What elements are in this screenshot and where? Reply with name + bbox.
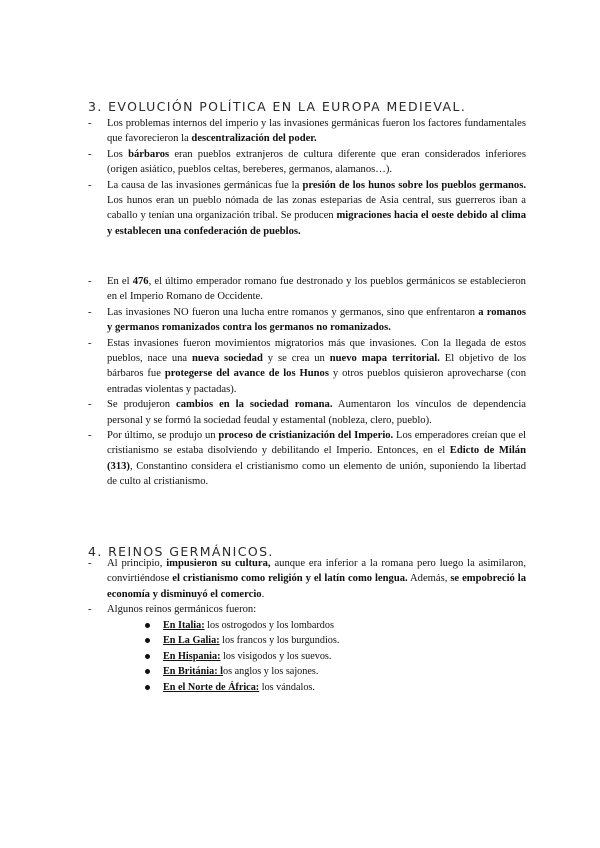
kingdom-peoples: los vándalos. xyxy=(259,681,315,693)
section-4-heading: 4. REINOS GERMÁNICOS. xyxy=(88,544,274,560)
item-text: Aumentaron los vínculos de dependencia personal y se formó la sociedad feudal y estamental (nobleza, clero, pueblo). xyxy=(107,399,527,426)
kingdom-item xyxy=(145,649,526,665)
kingdom-place: En Británia: l xyxy=(163,666,224,678)
item-bold-text: migraciones hacia el oeste debido al clima y establecen una confederación de pueblos. xyxy=(107,210,527,237)
list-item xyxy=(88,602,526,695)
kingdom-place: En La Galia: xyxy=(163,635,220,647)
item-text: , el último emperador romano fue destronado y los pueblos germánicos se establecieron en el Imperio Romano de Occidente. xyxy=(107,276,526,303)
list-item xyxy=(88,336,526,398)
item-bold-text: impusieron su cultura, xyxy=(166,558,271,569)
list-item xyxy=(88,305,526,336)
section-3-list-b xyxy=(88,274,526,490)
item-bold-text: nueva sociedad xyxy=(192,353,263,365)
item-text: aunque era inferior a la romana pero luego la asimilaron, convirtiéndose xyxy=(107,558,526,585)
item-bold-text: se empobreció la economía y disminuyó el comercio xyxy=(107,573,526,600)
item-bold-text: Edicto de Milán (313) xyxy=(107,445,526,472)
kingdom-place: En Hispania: xyxy=(163,650,221,662)
item-bold-text: cambios en la sociedad romana. xyxy=(176,399,333,411)
item-text: y se crea un xyxy=(262,353,330,365)
kingdom-peoples: los francos y los burgundios. xyxy=(219,635,340,647)
item-text: Los problemas internos del imperio y las invasiones germánicas fueron los factores fundamentales que favorecieron la xyxy=(107,118,526,145)
list-item xyxy=(88,397,526,428)
item-text: . xyxy=(261,588,265,600)
item-bold-text: presión de los hunos sobre los pueblos germanos. xyxy=(302,179,526,191)
list-item xyxy=(88,274,526,305)
section-3-list-a xyxy=(88,116,526,239)
item-text: , Constantino considera el cristianismo como un elemento de unión, suponiendo la libertad de culto al cristianismo. xyxy=(107,460,526,488)
section-4-list xyxy=(88,556,526,695)
kingdom-item xyxy=(145,618,526,634)
item-text: En el xyxy=(107,276,133,287)
item-text: Además, xyxy=(407,573,451,585)
item-text: Por último, se produjo un xyxy=(107,430,219,442)
item-bold-text: el cristianismo como religión y el latín como lengua. xyxy=(172,573,408,585)
item-bold-text: a romanos y germanos romanizados contra los germanos no romanizados. xyxy=(107,306,526,334)
item-text: Los hunos eran un pueblo nómada de las zonas esteparias de Asia central, sus guerreros iban a caballo y tenían una organización tribal. Se producen xyxy=(107,195,526,222)
list-item xyxy=(88,556,526,602)
item-bold-text: bárbaros xyxy=(128,148,170,160)
item-text: y otros pueblos quisieron aprovecharse (con entradas violentas y pactadas). xyxy=(107,368,526,395)
kingdom-place: En Italia: xyxy=(163,619,205,631)
section-3-heading: 3. EVOLUCIÓN POLÍTICA EN LA EUROPA MEDIEVAL. xyxy=(88,99,467,115)
item-text: La causa de las invasiones germánicas fue la xyxy=(107,179,303,191)
list-item xyxy=(88,147,526,178)
item-bold-text: 476 xyxy=(132,276,149,287)
kingdom-place: En el Norte de África: xyxy=(163,681,260,693)
kingdom-item xyxy=(145,680,526,696)
item-bold-text: proceso de cristianización del Imperio. xyxy=(218,430,394,442)
item-text: eran pueblos extranjeros de cultura diferente que eran considerados inferiores (origen asiático, pueblos celtas, bereberes, germanos, alamanos…). xyxy=(107,148,526,176)
item-text: Estas invasiones fueron movimientos migratorios más que invasiones. Con la llegada de estos pueblos, nace una xyxy=(107,337,526,365)
kingdom-peoples: los visigodos y los suevos. xyxy=(220,650,332,662)
item-text: Las invasiones NO fueron una lucha entre romanos y germanos, sino que enfrentaron xyxy=(107,306,479,318)
item-text: Los xyxy=(107,148,129,160)
item-bold-text: descentralización del poder. xyxy=(191,133,317,145)
list-item xyxy=(88,116,526,147)
kingdom-peoples: os anglos y los sajones. xyxy=(223,666,319,678)
kingdoms-list xyxy=(107,618,526,696)
kingdom-item xyxy=(145,664,526,680)
item-text: El objetivo de los bárbaros fue xyxy=(107,353,527,380)
item-text: Se produjeron xyxy=(107,399,177,411)
item-text: Algunos reinos germánicos fueron: xyxy=(107,604,257,616)
item-bold-text: nuevo mapa territorial. xyxy=(329,353,440,365)
kingdom-item xyxy=(145,633,526,649)
list-item xyxy=(88,178,526,240)
list-item xyxy=(88,428,526,490)
item-text: Los emperadores creían que el cristianismo se estaba disolviendo y debilitando el Imperio. Entonces, en el xyxy=(107,430,526,457)
kingdom-peoples: los ostrogodos y los lombardos xyxy=(204,619,334,631)
item-bold-text: protegerse del avance de los Hunos xyxy=(164,368,329,380)
item-text: Al principio, xyxy=(107,558,167,569)
